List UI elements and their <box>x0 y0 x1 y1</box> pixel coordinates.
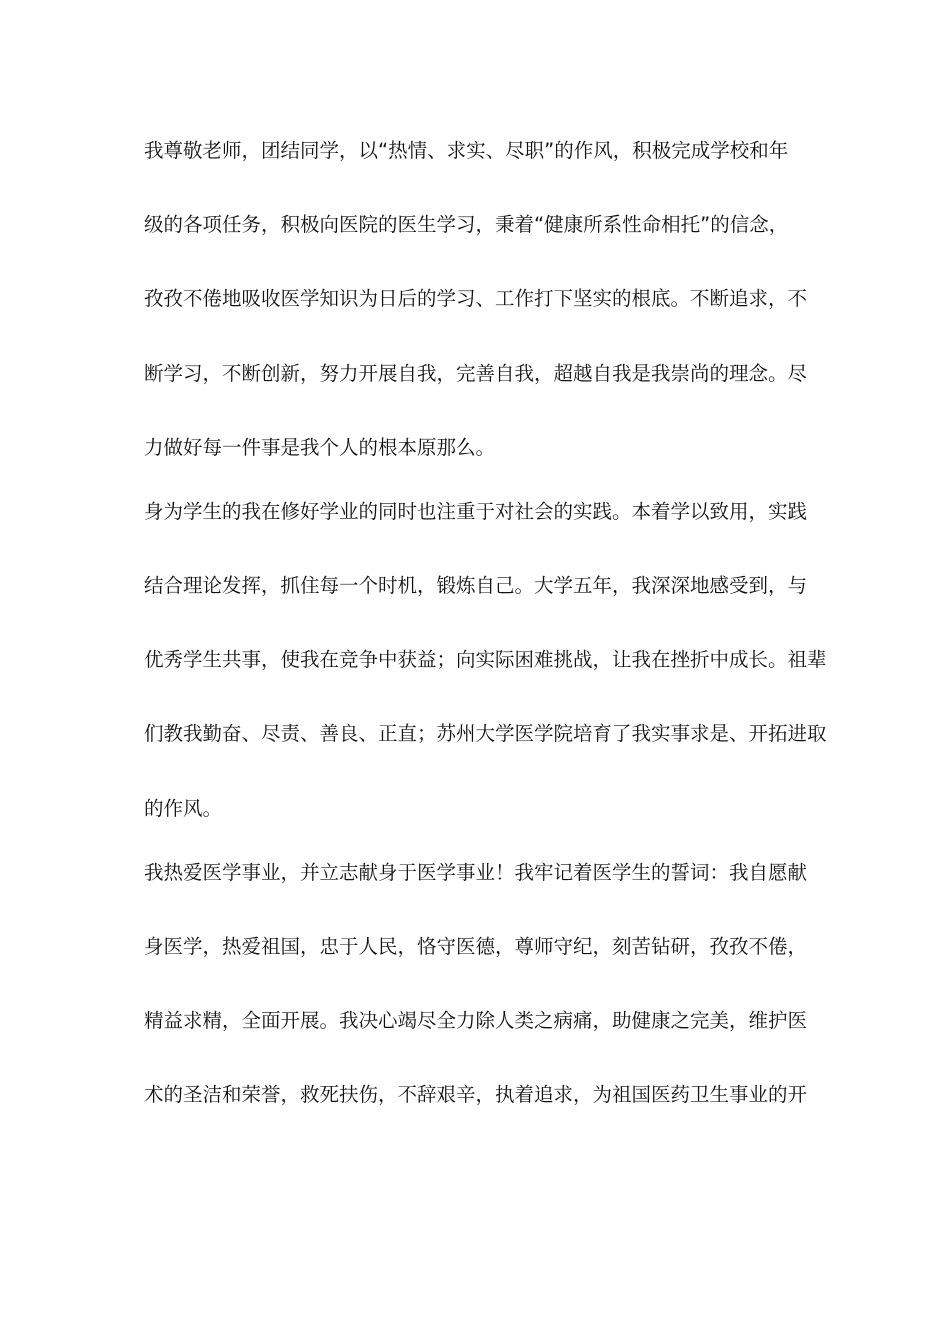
text-line: 的作风。 <box>144 797 223 820</box>
text-line: 身医学，热爱祖国，忠于人民，恪守医德，尊师守纪，刻苦钻研，孜孜不倦， <box>144 935 808 958</box>
text-line: 孜孜不倦地吸收医学知识为日后的学习、工作打下坚实的根底。不断追求，不 <box>144 287 808 310</box>
text-line: 优秀学生共事，使我在竞争中获益；向实际困难挑战，让我在挫折中成长。祖辈 <box>144 648 827 671</box>
text-line: 我热爱医学事业，并立志献身于医学事业！我牢记着医学生的誓词：我自愿献 <box>144 861 808 884</box>
text-line: 们教我勤奋、尽责、善良、正直；苏州大学医学院培育了我实事求是、开拓进取 <box>144 722 827 745</box>
text-line: 级的各项任务，积极向医院的医生学习，秉着“健康所系性命相托”的信念， <box>144 213 789 236</box>
text-line: 我尊敬老师，团结同学，以“热情、求实、尽职”的作风，积极完成学校和年 <box>144 139 789 162</box>
text-line: 身为学生的我在修好学业的同时也注重于对社会的实践。本着学以致用，实践 <box>144 500 808 523</box>
text-line: 断学习，不断创新，努力开展自我，完善自我，超越自我是我崇尚的理念。尽 <box>144 362 808 385</box>
text-line: 结合理论发挥，抓住每一个时机，锻炼自己。大学五年，我深深地感受到，与 <box>144 574 808 597</box>
text-line: 力做好每一件事是我个人的根本原那么。 <box>144 436 496 459</box>
text-line: 精益求精，全面开展。我决心竭尽全力除人类之病痛，助健康之完美，维护医 <box>144 1009 808 1032</box>
text-line: 术的圣洁和荣誉，救死扶伤，不辞艰辛，执着追求，为祖国医药卫生事业的开 <box>144 1083 808 1106</box>
